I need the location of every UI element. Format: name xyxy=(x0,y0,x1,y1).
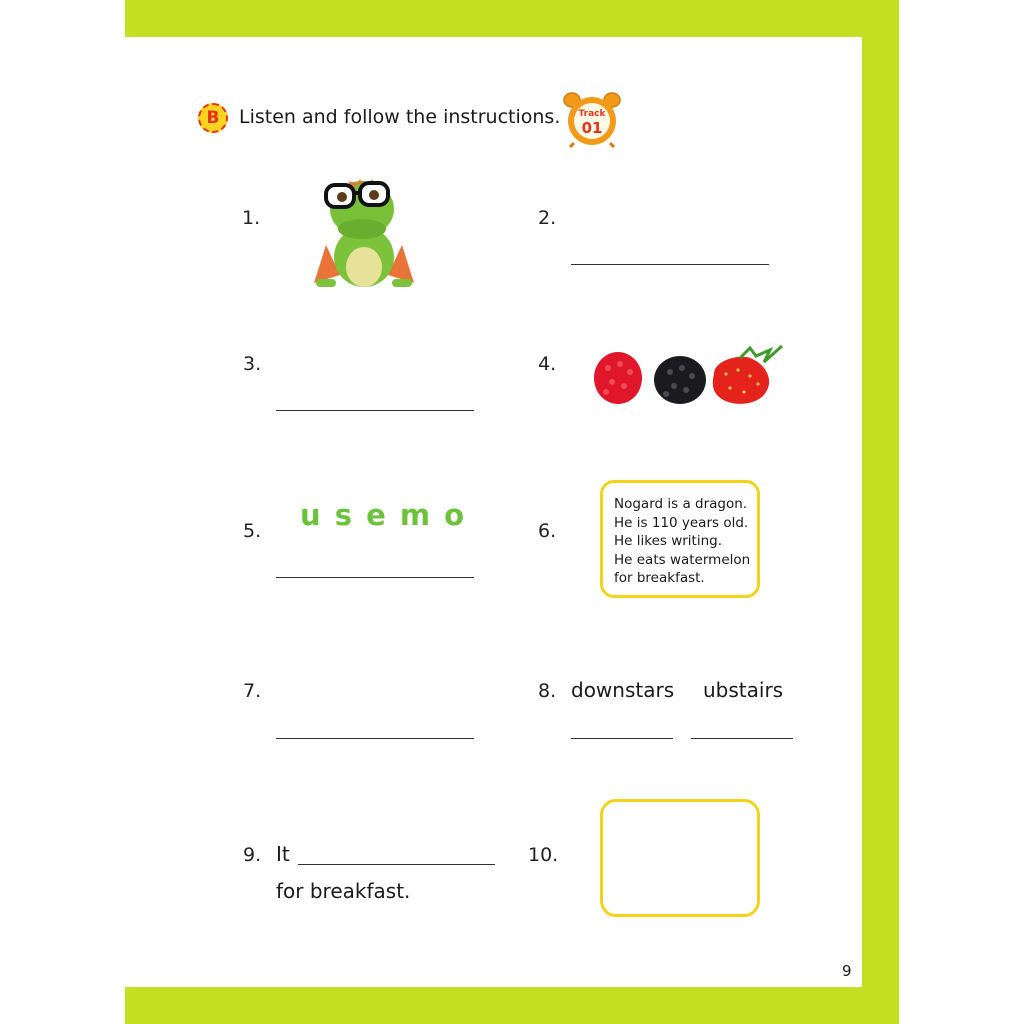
item-number-8: 8. xyxy=(538,680,557,702)
item-number-5: 5. xyxy=(243,520,262,542)
track-number: 01 xyxy=(581,119,603,137)
answer-line-8a[interactable] xyxy=(571,738,673,739)
section-badge-letter: B xyxy=(206,108,220,128)
instruction-text: Listen and follow the instructions. xyxy=(239,106,561,128)
answer-line-5[interactable] xyxy=(276,577,474,578)
info-line-5: for breakfast. xyxy=(614,570,705,586)
info-line-2: He is 110 years old. xyxy=(614,514,749,531)
info-line-4: He eats watermelon xyxy=(614,551,751,568)
item9-prefix: It xyxy=(276,842,290,866)
section-badge xyxy=(198,103,228,133)
answer-line-7[interactable] xyxy=(276,738,474,739)
track-label: Track xyxy=(578,109,606,119)
blackberry-image xyxy=(654,356,706,404)
answer-line-2[interactable] xyxy=(571,264,769,265)
item-number-3: 3. xyxy=(243,353,262,375)
answer-line-8b[interactable] xyxy=(691,738,793,739)
info-line-3: He likes writing. xyxy=(614,533,723,549)
item-number-4: 4. xyxy=(538,353,557,375)
berries-image xyxy=(590,344,786,408)
item-number-2: 2. xyxy=(538,207,557,229)
info-line-1: Nogard is a dragon. xyxy=(614,496,748,512)
top-green-band xyxy=(125,0,899,37)
item-number-6: 6. xyxy=(538,520,557,542)
bottom-green-band xyxy=(125,987,899,1024)
item-number-7: 7. xyxy=(243,680,262,702)
item-number-9: 9. xyxy=(243,844,262,866)
item9-suffix: for breakfast. xyxy=(276,879,411,903)
answer-line-3[interactable] xyxy=(276,410,474,411)
dragon-with-glasses-image xyxy=(312,175,416,290)
right-green-band xyxy=(862,0,899,1024)
raspberry-image xyxy=(594,352,642,404)
answer-line-9[interactable] xyxy=(298,864,495,865)
item-number-1: 1. xyxy=(242,207,261,229)
item8-word-2: ubstairs xyxy=(703,678,784,702)
alarm-clock-icon[interactable] xyxy=(562,88,622,148)
item-number-10: 10. xyxy=(528,844,559,866)
info-box xyxy=(600,480,760,598)
page-number: 9 xyxy=(842,962,852,980)
item8-word-1: downstars xyxy=(571,678,675,702)
drawing-box[interactable] xyxy=(600,799,760,917)
scrambled-word: u s e m o xyxy=(300,498,467,532)
strawberry-image xyxy=(713,357,769,404)
